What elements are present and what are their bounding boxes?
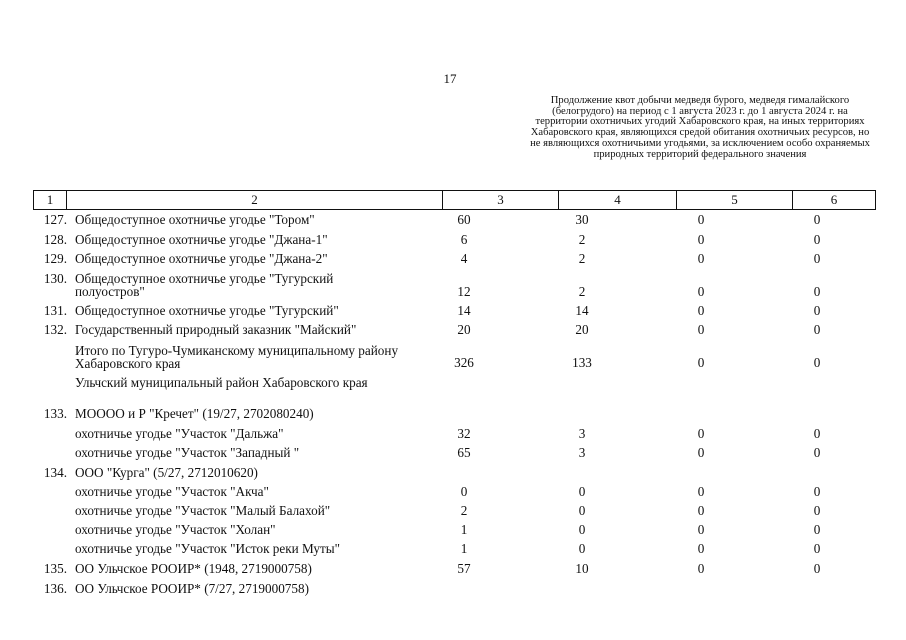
- row-name: ОО Ульчское РООИР* (1948, 2719000758): [75, 561, 312, 576]
- row-col-6: 0: [813, 541, 821, 556]
- row-col-5: 0: [697, 303, 705, 318]
- row-name: Общедоступное охотничье угодье "Джана-2": [75, 251, 328, 266]
- row-col-4: 0: [578, 522, 586, 537]
- row-name: Государственный природный заказник "Майский": [75, 322, 357, 337]
- row-col-4: 3: [578, 445, 586, 460]
- row-col-3: 60: [457, 212, 471, 227]
- row-number: 129.: [43, 251, 67, 266]
- row-col-6: 0: [813, 355, 821, 370]
- row-col-4: 2: [578, 232, 586, 247]
- row-col-5: 0: [697, 284, 705, 299]
- row-col-5: 0: [697, 322, 705, 337]
- row-number: 133.: [43, 406, 67, 421]
- row-name: охотничье угодье "Участок "Дальжа": [75, 426, 284, 441]
- row-col-4: 0: [578, 503, 586, 518]
- row-name: ООО "Курга" (5/27, 2712010620): [75, 465, 258, 480]
- row-number: 134.: [43, 465, 67, 480]
- row-name: охотничье угодье "Участок "Малый Балахой": [75, 503, 331, 518]
- row-col-4: 133: [572, 355, 592, 370]
- column-header-1: 1: [34, 191, 67, 210]
- row-col-4: 20: [575, 322, 589, 337]
- row-col-4: 2: [578, 284, 586, 299]
- row-number: 127.: [43, 212, 67, 227]
- row-number: 136.: [43, 581, 67, 596]
- row-col-6: 0: [813, 445, 821, 460]
- row-col-6: 0: [813, 561, 821, 576]
- row-name: Общедоступное охотничье угодье "Тугурский полуостров": [75, 271, 334, 299]
- row-name: Общедоступное охотничье угодье "Тором": [75, 212, 315, 227]
- row-name: Ульчский муниципальный район Хабаровского края: [75, 375, 368, 390]
- row-col-3: 6: [460, 232, 468, 247]
- column-header-5: 5: [677, 191, 793, 210]
- column-header-3: 3: [443, 191, 559, 210]
- row-col-5: 0: [697, 541, 705, 556]
- row-col-3: 0: [460, 484, 468, 499]
- row-col-3: 1: [460, 541, 468, 556]
- row-col-5: 0: [697, 484, 705, 499]
- row-col-3: 32: [457, 426, 471, 441]
- row-col-5: 0: [697, 212, 705, 227]
- row-col-4: 0: [578, 484, 586, 499]
- row-col-5: 0: [697, 426, 705, 441]
- row-name: Общедоступное охотничье угодье "Тугурский": [75, 303, 339, 318]
- row-name: МОООО и Р "Кречет" (19/27, 2702080240): [75, 406, 314, 421]
- row-col-6: 0: [813, 232, 821, 247]
- row-col-6: 0: [813, 426, 821, 441]
- row-number: 132.: [43, 322, 67, 337]
- row-name: охотничье угодье "Участок "Холан": [75, 522, 276, 537]
- column-header-4: 4: [559, 191, 677, 210]
- row-col-5: 0: [697, 561, 705, 576]
- row-col-4: 10: [575, 561, 589, 576]
- row-col-3: 20: [457, 322, 471, 337]
- row-col-5: 0: [697, 232, 705, 247]
- row-col-6: 0: [813, 303, 821, 318]
- row-col-6: 0: [813, 212, 821, 227]
- row-col-4: 2: [578, 251, 586, 266]
- row-col-6: 0: [813, 484, 821, 499]
- row-col-6: 0: [813, 503, 821, 518]
- row-number: 135.: [43, 561, 67, 576]
- header-note: Продолжение квот добычи медведя бурого, медведя гималайского (белогрудого) на период с 1 августа 2023 г. до 1 августа 2024 г. на территории охотничьих угодий Хабаровского края, на иных территориях Хабаровского края, являющихся средой обитания охотничьих ресурсов, но не являющихся охотничьими угодьями, за исключением особо охраняемых природных территорий федерального значения: [530, 95, 870, 160]
- row-col-6: 0: [813, 251, 821, 266]
- row-col-4: 30: [575, 212, 589, 227]
- row-name: охотничье угодье "Участок "Исток реки Муты": [75, 541, 341, 556]
- row-col-6: 0: [813, 322, 821, 337]
- row-col-5: 0: [697, 445, 705, 460]
- column-header-6: 6: [793, 191, 876, 210]
- row-col-3: 2: [460, 503, 468, 518]
- row-col-4: 14: [575, 303, 589, 318]
- page-number: 17: [443, 71, 457, 86]
- row-col-3: 12: [457, 284, 471, 299]
- row-col-3: 1: [460, 522, 468, 537]
- row-col-5: 0: [697, 355, 705, 370]
- row-name: Общедоступное охотничье угодье "Джана-1": [75, 232, 328, 247]
- row-number: 131.: [43, 303, 67, 318]
- row-col-3: 14: [457, 303, 471, 318]
- row-col-5: 0: [697, 503, 705, 518]
- row-name: Итого по Тугуро-Чумиканскому муниципальному району Хабаровского края: [75, 343, 399, 371]
- row-name: охотничье угодье "Участок "Акча": [75, 484, 269, 499]
- row-col-4: 3: [578, 426, 586, 441]
- row-col-6: 0: [813, 522, 821, 537]
- row-col-5: 0: [697, 522, 705, 537]
- row-col-6: 0: [813, 284, 821, 299]
- row-number: 130.: [43, 271, 67, 286]
- column-header-2: 2: [67, 191, 443, 210]
- row-col-3: 4: [460, 251, 468, 266]
- row-col-3: 57: [457, 561, 471, 576]
- row-name: ОО Ульчское РООИР* (7/27, 2719000758): [75, 581, 309, 596]
- row-col-3: 326: [454, 355, 474, 370]
- row-col-5: 0: [697, 251, 705, 266]
- row-col-4: 0: [578, 541, 586, 556]
- row-number: 128.: [43, 232, 67, 247]
- row-name: охотничье угодье "Участок "Западный ": [75, 445, 300, 460]
- row-col-3: 65: [457, 445, 471, 460]
